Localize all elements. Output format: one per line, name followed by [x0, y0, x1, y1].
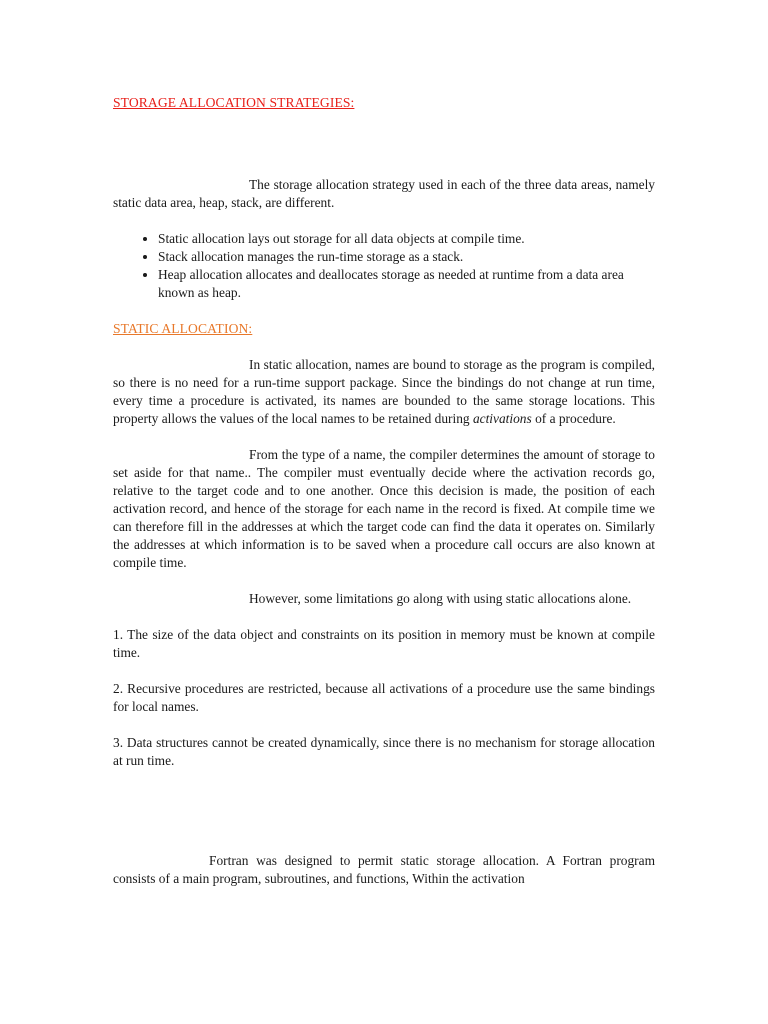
- limitation-3: 3. Data structures cannot be created dynamically, since there is no mechanism for storage allocation at run time.: [113, 735, 655, 768]
- static-p1-italic: activations: [472, 411, 532, 426]
- heading-static-allocation: STATIC ALLOCATION:: [113, 321, 253, 336]
- intro-paragraph: The storage allocation strategy used in each of the three data areas, namely static data area, heap, stack, are different.: [113, 177, 655, 210]
- bullet-static: • Static allocation lays out storage for all data objects at compile time.: [158, 230, 655, 248]
- static-paragraph-2: From the type of a name, the compiler determines the amount of storage to set aside for that name.. The compiler must eventually decide where the activation records go, relative to the target code and to one another. Once this decision is made, the position of each activation record, and hence of the storage for each name in the record is fixed. At compile time we can therefore fill in the addresses at which the target code can find the data it operates on. Similarly the addresses at which information is to be saved when a procedure call occurs are also known at compile time.: [113, 447, 655, 570]
- heading-storage-allocation-strategies: STORAGE ALLOCATION STRATEGIES:: [113, 95, 355, 110]
- static-p1-text-b: of a procedure.: [531, 411, 616, 426]
- bullet-heap: • Heap allocation allocates and deallocates storage as needed at runtime from a data area known as heap.: [158, 266, 655, 302]
- static-p1-text-a: In static allocation, names are bound to storage as the program is compiled, so there is no need for a run-time support package. Since the bindings do not change at run time, every time a procedure is activated, its names are bounded to the same storage locations. This property allows the values of the local names to be retained during: [113, 357, 655, 426]
- limitation-2: 2. Recursive procedures are restricted, because all activations of a procedure use the same bindings for local names.: [113, 681, 655, 714]
- static-paragraph-3: However, some limitations go along with using static allocations alone.: [249, 591, 632, 606]
- bullet-stack: • Stack allocation manages the run-time storage as a stack.: [158, 248, 655, 266]
- strategy-bullet-list: [113, 230, 655, 302]
- fortran-paragraph: Fortran was designed to permit static storage allocation. A Fortran program consists of a main program, subroutines, and functions, Within the activation: [113, 853, 655, 886]
- static-paragraph-1: [113, 356, 655, 428]
- limitation-1: 1. The size of the data object and constraints on its position in memory must be known at compile time.: [113, 627, 655, 660]
- document-page: [113, 94, 655, 888]
